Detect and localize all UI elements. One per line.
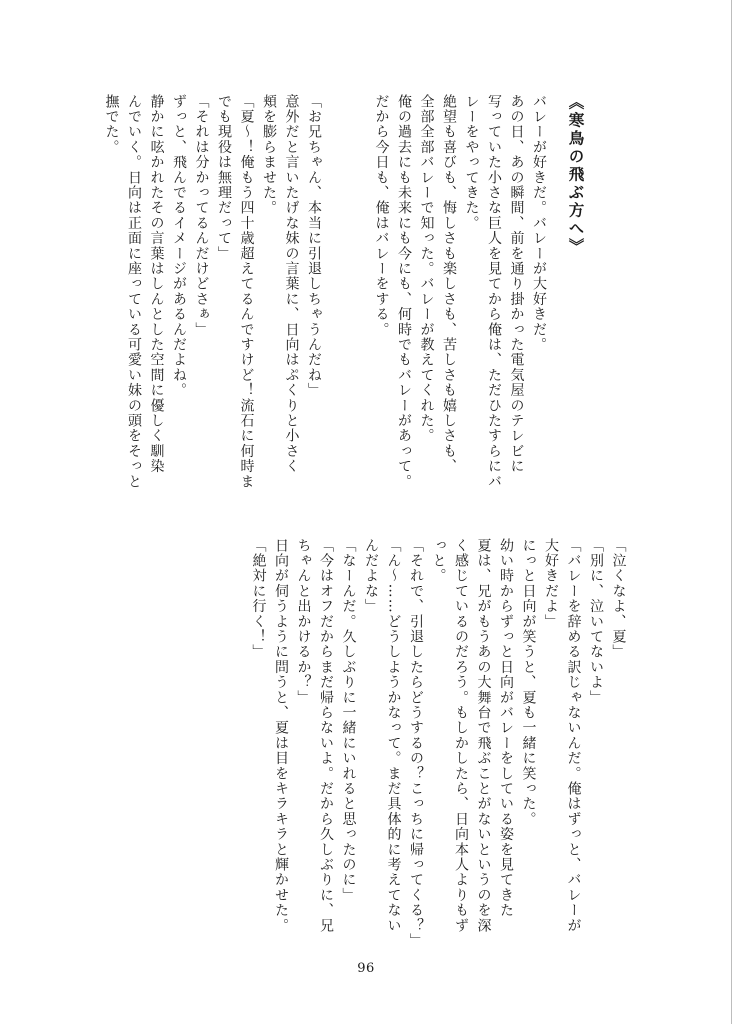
lower-text-block xyxy=(247,538,630,948)
text-line: 意外だと言いたげな妹の言葉に、日向はぷくりと小さく xyxy=(283,94,300,474)
text-line: 「お兄ちゃん、本当に引退しちゃうんだね」 xyxy=(306,94,322,398)
text-line: 「絶対に行く！」 xyxy=(250,538,267,660)
text-line: でも現役は無理だって」 xyxy=(216,94,232,262)
chapter-title: 《寒鳥の飛ぶ方へ》 xyxy=(566,94,586,256)
text-line: 「それは分かってるんだけどさぁ」 xyxy=(193,94,210,338)
text-line: んだよな」 xyxy=(363,538,379,614)
text-line: ちゃんと出かけるか？」 xyxy=(295,538,312,706)
text-line: 「今はオフだからまだ帰らないよ。だから久しぶりに、兄 xyxy=(318,538,334,934)
blank-line xyxy=(348,94,371,489)
text-line: 撫でた。 xyxy=(103,94,120,155)
text-line: あの日、あの瞬間、前を通り掛かった電気屋のテレビに xyxy=(508,94,525,474)
text-line: レーをやってきた。 xyxy=(463,94,480,231)
text-line: 俺の過去にも未来にも今にも、何時でもバレーがあって。 xyxy=(396,94,412,490)
text-line: 絶望も喜びも、悔しさも楽しさも、苦しさも嬉しさも、 xyxy=(441,94,457,474)
text-line: んでいく。日向は正面に座っている可愛い妹の頭をそっと xyxy=(126,94,142,490)
text-line: ずっと、飛んでるイメージがあるんだよね。 xyxy=(171,94,187,398)
text-line: 写っていた小さな巨人を見てから俺は、ただひたすらにバ xyxy=(486,94,502,490)
text-line: 「泣くなよ、夏」 xyxy=(610,538,627,660)
text-line: 頬を膨らませた。 xyxy=(261,94,277,216)
text-line: 日向が伺うように問うと、夏は目をキラキラと輝かせた。 xyxy=(273,538,289,934)
page-number: 96 xyxy=(357,961,375,976)
text-line: 「バレーを辞める訳じゃないんだ。俺はずっと、バレーが xyxy=(565,538,582,934)
text-line: 大好きだよ」 xyxy=(543,538,559,630)
text-line: 「それで、引退したらどうするの？こっちに帰ってくる？」 xyxy=(408,538,424,949)
text-line: く感じているのだろう。もしかしたら、日向本人よりもず xyxy=(453,538,469,934)
text-line: 「ん〜……どうしようかなって。まだ具体的に考えてない xyxy=(385,538,402,934)
blank-line xyxy=(325,94,348,489)
text-line: っと。 xyxy=(430,538,447,584)
text-line: 静かに呟かれたその言葉はしんとした空間に優しく馴染 xyxy=(148,94,165,474)
text-line: 「夏〜！俺もう四十歳超えてるんですけど！流石に何時ま xyxy=(238,94,255,490)
text-line: にっと日向が笑うと、夏も一緒に笑った。 xyxy=(520,538,537,827)
text-line: だから今日も、俺はバレーをする。 xyxy=(373,94,390,338)
text-line: 「なーんだ。久しぶりに一緒にいれると思ったのに」 xyxy=(340,538,357,903)
text-line: 夏は、兄がもうあの大舞台で飛ぶことがないというのを深 xyxy=(475,538,492,934)
text-line: 「別に、泣いてないよ」 xyxy=(588,538,604,706)
upper-text-block xyxy=(100,94,587,489)
text-line: 全部全部バレーで知った。バレーが教えてくれた。 xyxy=(418,94,435,444)
text-line: バレーが好きだ。バレーが大好きだ。 xyxy=(531,94,547,353)
text-line: 幼い時からずっと日向がバレーをしている姿を見てきた xyxy=(498,538,514,918)
